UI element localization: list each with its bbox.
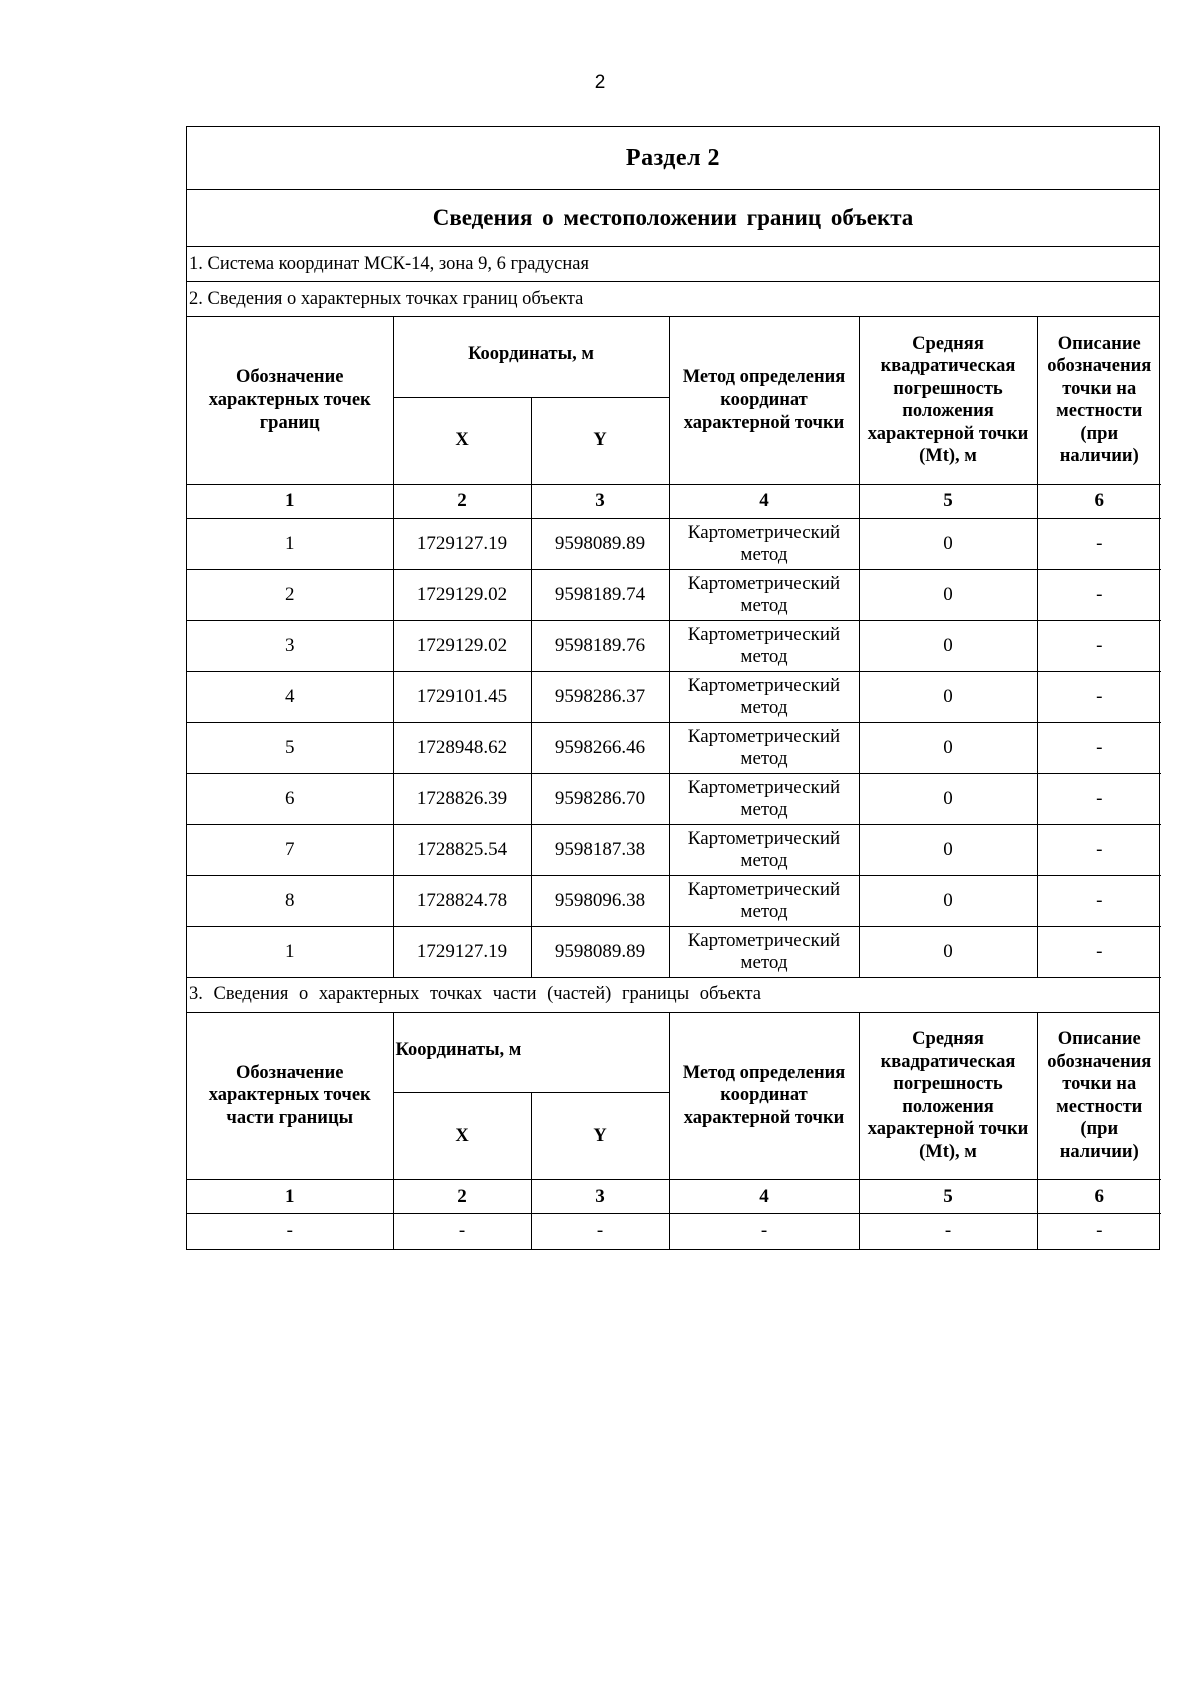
point-cell: 8 [187, 875, 393, 926]
error-cell: 0 [859, 926, 1037, 977]
point-cell: 1 [187, 518, 393, 569]
y-cell: 9598286.37 [531, 671, 669, 722]
method-cell: Картометрический метод [669, 875, 859, 926]
point-cell: 6 [187, 773, 393, 824]
x-cell: 1729129.02 [393, 569, 531, 620]
error-cell: 0 [859, 722, 1037, 773]
point-cell: 5 [187, 722, 393, 773]
description-cell: - [1037, 518, 1161, 569]
x-cell: 1728826.39 [393, 773, 531, 824]
point-cell: - [187, 1214, 393, 1249]
error-cell: 0 [859, 671, 1037, 722]
method-cell: Картометрический метод [669, 620, 859, 671]
error-cell: - [859, 1214, 1037, 1249]
table-row [187, 620, 1161, 671]
page-number: 2 [594, 72, 606, 93]
method-cell: Картометрический метод [669, 824, 859, 875]
y-cell: 9598286.70 [531, 773, 669, 824]
description-cell: - [1037, 773, 1161, 824]
method-cell: Картометрический метод [669, 722, 859, 773]
column-number: 1 [187, 484, 393, 518]
method-cell: Картометрический метод [669, 773, 859, 824]
description-cell: - [1037, 722, 1161, 773]
column-number: 3 [531, 484, 669, 518]
header-error: Средняя квадратическая погрешность положения характерной точки (Mt), м [859, 317, 1037, 484]
column-number: 5 [859, 484, 1037, 518]
table-row [187, 518, 1161, 569]
header-coordinates: Координаты, м [393, 317, 669, 397]
x-cell: 1729101.45 [393, 671, 531, 722]
column-number: 4 [669, 1180, 859, 1214]
point-cell: 4 [187, 671, 393, 722]
table-row [187, 1214, 1161, 1249]
header-y: Y [531, 1093, 669, 1180]
column-number: 6 [1037, 484, 1161, 518]
header-description: Описание обозначения точки на местности (при наличии) [1037, 317, 1161, 484]
y-cell: - [531, 1214, 669, 1249]
y-cell: 9598189.76 [531, 620, 669, 671]
column-number: 4 [669, 484, 859, 518]
point-cell: 7 [187, 824, 393, 875]
table-row [187, 569, 1161, 620]
header-description: Описание обозначения точки на местности (при наличии) [1037, 1013, 1161, 1180]
boundary-points-table [187, 317, 1161, 978]
y-cell: 9598089.89 [531, 518, 669, 569]
table-row [187, 671, 1161, 722]
description-cell: - [1037, 671, 1161, 722]
header-x: X [393, 1093, 531, 1180]
y-cell: 9598266.46 [531, 722, 669, 773]
table-row [187, 722, 1161, 773]
point-cell: 2 [187, 569, 393, 620]
y-cell: 9598089.89 [531, 926, 669, 977]
column-numbers-row [187, 484, 1161, 518]
column-number: 2 [393, 1180, 531, 1214]
header-x: X [393, 397, 531, 484]
description-cell: - [1037, 569, 1161, 620]
table-row [187, 773, 1161, 824]
header-method: Метод определения координат характерной точки [669, 1013, 859, 1180]
description-cell: - [1037, 926, 1161, 977]
part-points-table [187, 1013, 1161, 1249]
y-cell: 9598189.74 [531, 569, 669, 620]
error-cell: 0 [859, 773, 1037, 824]
section-subtitle: Сведения о местоположении границ объекта [187, 190, 1159, 247]
point-cell: 3 [187, 620, 393, 671]
column-number: 1 [187, 1180, 393, 1214]
column-number: 3 [531, 1180, 669, 1214]
description-cell: - [1037, 1214, 1161, 1249]
description-cell: - [1037, 875, 1161, 926]
error-cell: 0 [859, 824, 1037, 875]
column-number: 2 [393, 484, 531, 518]
column-numbers-row [187, 1180, 1161, 1214]
boundary-document [186, 126, 1160, 1250]
x-cell: 1729127.19 [393, 518, 531, 569]
method-cell: Картометрический метод [669, 671, 859, 722]
x-cell: 1728824.78 [393, 875, 531, 926]
table-row [187, 926, 1161, 977]
x-cell: 1728948.62 [393, 722, 531, 773]
header-y: Y [531, 397, 669, 484]
error-cell: 0 [859, 875, 1037, 926]
header-method: Метод определения координат характерной точки [669, 317, 859, 484]
method-cell: - [669, 1214, 859, 1249]
method-cell: Картометрический метод [669, 518, 859, 569]
header-designation: Обозначение характерных точек границ [187, 317, 393, 484]
x-cell: 1729129.02 [393, 620, 531, 671]
error-cell: 0 [859, 569, 1037, 620]
header-coordinates: Координаты, м [393, 1013, 669, 1093]
error-cell: 0 [859, 620, 1037, 671]
x-cell: - [393, 1214, 531, 1249]
table-row [187, 824, 1161, 875]
coordinate-system: 1. Система координат МСК-14, зона 9, 6 градусная [187, 247, 1159, 282]
column-number: 6 [1037, 1180, 1161, 1214]
description-cell: - [1037, 824, 1161, 875]
header-error: Средняя квадратическая погрешность положения характерной точки (Mt), м [859, 1013, 1037, 1180]
section-title: Раздел 2 [187, 127, 1159, 190]
header-designation: Обозначение характерных точек части границы [187, 1013, 393, 1180]
table-row [187, 875, 1161, 926]
column-number: 5 [859, 1180, 1037, 1214]
boundary-points-caption: 2. Сведения о характерных точках границ объекта [187, 282, 1159, 317]
x-cell: 1729127.19 [393, 926, 531, 977]
y-cell: 9598187.38 [531, 824, 669, 875]
error-cell: 0 [859, 518, 1037, 569]
part-points-caption: 3. Сведения о характерных точках части (частей) границы объекта [187, 978, 1159, 1013]
point-cell: 1 [187, 926, 393, 977]
method-cell: Картометрический метод [669, 569, 859, 620]
method-cell: Картометрический метод [669, 926, 859, 977]
x-cell: 1728825.54 [393, 824, 531, 875]
description-cell: - [1037, 620, 1161, 671]
y-cell: 9598096.38 [531, 875, 669, 926]
